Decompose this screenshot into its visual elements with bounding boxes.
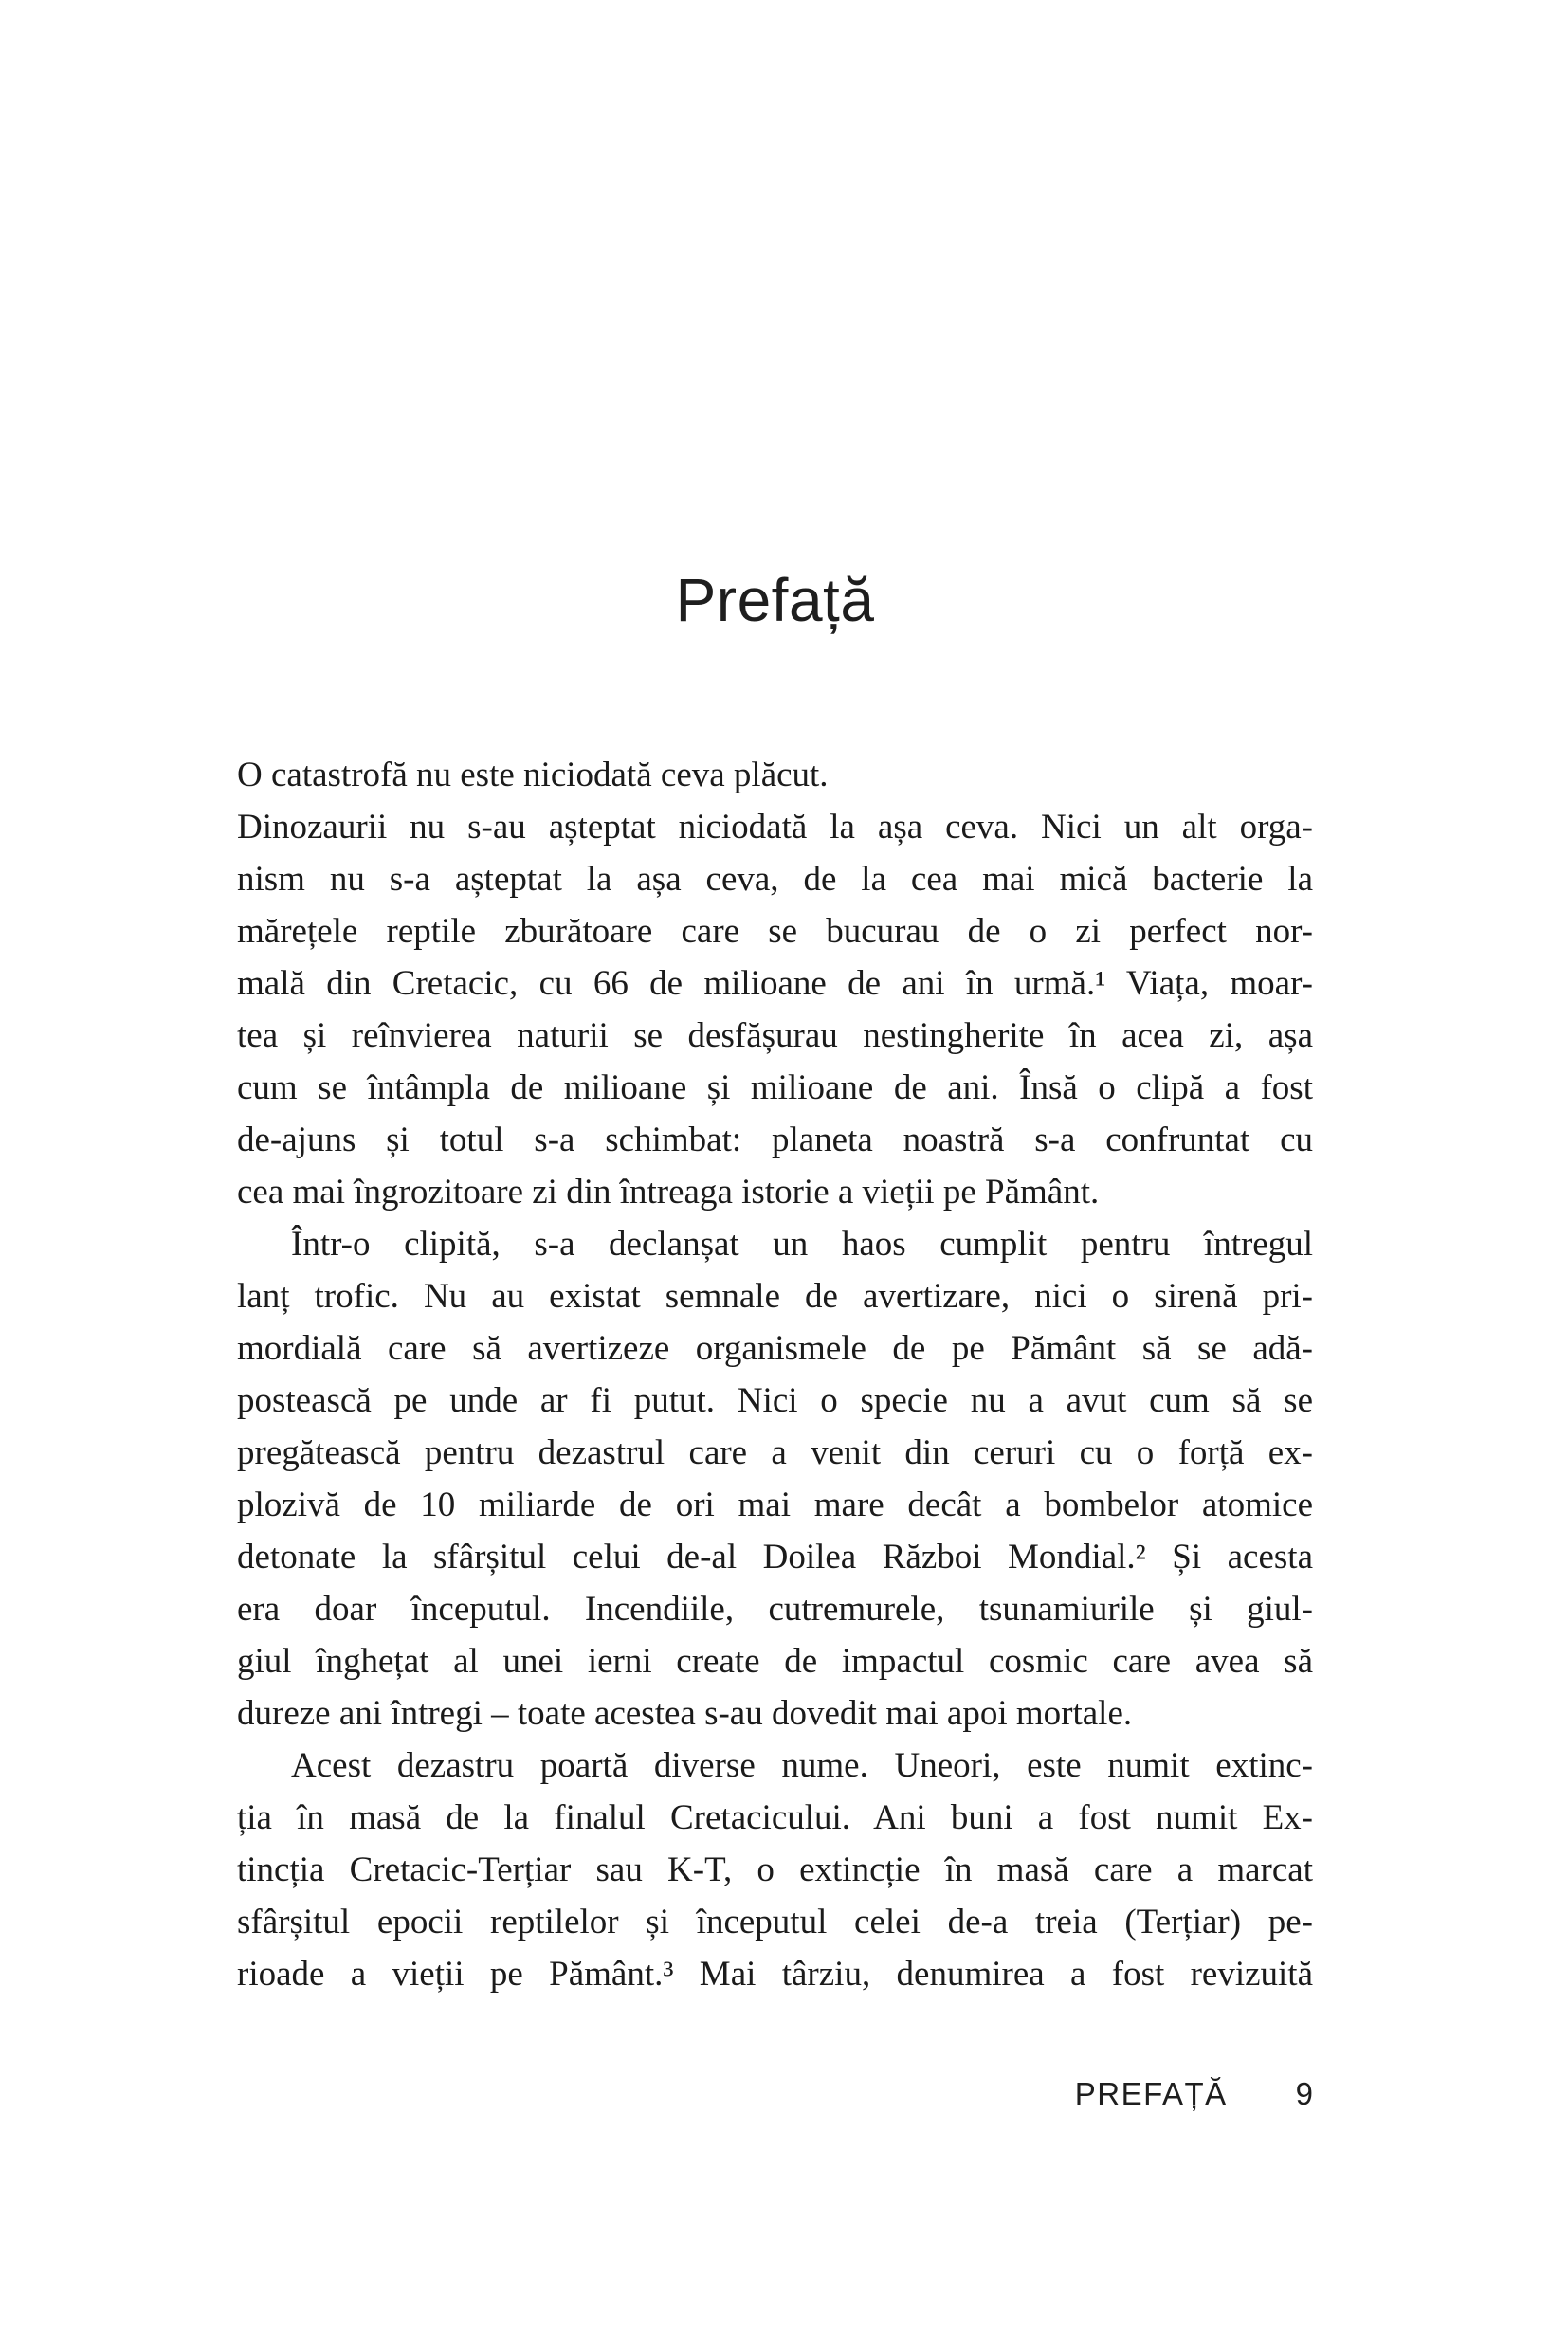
text-line: cea mai îngrozitoare zi din întreaga istorie a vieții pe Pământ. bbox=[237, 1173, 1100, 1212]
text-line: Dinozaurii nu s-au așteptat niciodată la așa ceva. Nici un alt orga- bbox=[237, 808, 1313, 847]
text-line: dureze ani întregi – toate acestea s-au dovedit mai apoi mortale. bbox=[237, 1694, 1133, 1733]
running-head: PREFAȚĂ bbox=[1074, 2076, 1228, 2111]
text-line: tea și reînvierea naturii se desfășurau nestingherite în acea zi, așa bbox=[237, 1016, 1313, 1055]
text-line: O catastrofă nu este niciodată ceva plăcut. bbox=[237, 756, 829, 794]
text-line: mordială care să avertizeze organismele de pe Pământ să se adă- bbox=[237, 1329, 1313, 1368]
text-line: nism nu s-a așteptat la așa ceva, de la cea mai mică bacterie la bbox=[237, 860, 1313, 899]
text-line: ția în masă de la finalul Cretacicului. Ani buni a fost numit Ex- bbox=[237, 1798, 1313, 1837]
page-footer bbox=[237, 2076, 1313, 2112]
page-number: 9 bbox=[1295, 2076, 1313, 2111]
body-text bbox=[237, 749, 1313, 2000]
text-line: Într-o clipită, s-a declanșat un haos cumplit pentru întregul bbox=[291, 1225, 1313, 1264]
text-line: mală din Cretacic, cu 66 de milioane de ani în urmă.¹ Viața, moar- bbox=[237, 964, 1313, 1003]
text-line: pregătească pentru dezastrul care a venit din ceruri cu o forță ex- bbox=[237, 1433, 1313, 1472]
text-line: giul înghețat al unei ierni create de impactul cosmic care avea să bbox=[237, 1642, 1313, 1681]
text-line: cum se întâmpla de milioane și milioane de ani. Însă o clipă a fost bbox=[237, 1068, 1313, 1107]
text-line: mărețele reptile zburătoare care se bucurau de o zi perfect nor- bbox=[237, 912, 1313, 951]
text-line: era doar începutul. Incendiile, cutremurele, tsunamiurile și giul- bbox=[237, 1590, 1313, 1629]
chapter-title: Prefață bbox=[675, 566, 875, 634]
text-line: plozivă de 10 miliarde de ori mai mare decât a bombelor atomice bbox=[237, 1485, 1313, 1524]
text-line: rioade a vieții pe Pământ.³ Mai târziu, denumirea a fost revizuită bbox=[237, 1955, 1313, 1994]
text-line: tincția Cretacic-Terțiar sau K-T, o extincție în masă care a marcat bbox=[237, 1850, 1313, 1889]
text-line: postească pe unde ar fi putut. Nici o specie nu a avut cum să se bbox=[237, 1381, 1313, 1420]
text-line: sfârșitul epocii reptilelor și începutul celei de-a treia (Terțiar) pe- bbox=[237, 1903, 1313, 1941]
text-line: de-ajuns și totul s-a schimbat: planeta noastră s-a confruntat cu bbox=[237, 1121, 1313, 1159]
text-line: detonate la sfârșitul celui de-al Doilea Război Mondial.² Și acesta bbox=[237, 1538, 1313, 1576]
text-line: lanț trofic. Nu au existat semnale de avertizare, nici o sirenă pri- bbox=[237, 1277, 1313, 1316]
text-line: Acest dezastru poartă diverse nume. Uneori, este numit extinc- bbox=[291, 1746, 1313, 1785]
